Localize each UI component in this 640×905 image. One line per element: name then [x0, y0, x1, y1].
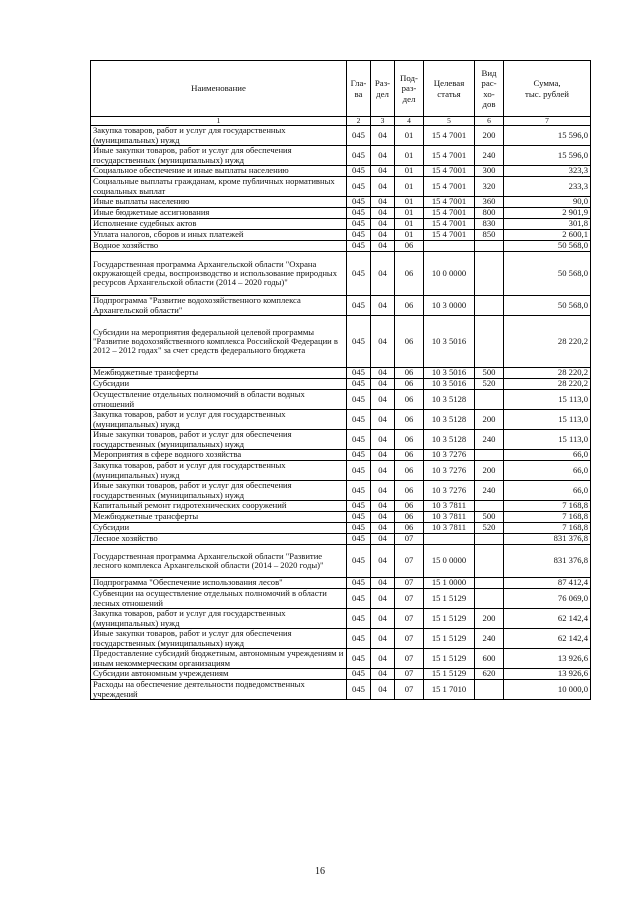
cell-podrazdel: 01: [395, 146, 424, 166]
cell-name: Закупка товаров, работ и услуг для государственных (муниципальных) нужд: [91, 609, 347, 629]
cell-podrazdel: 07: [395, 669, 424, 680]
cell-sum: 301,8: [504, 219, 591, 230]
cell-razdel: 04: [371, 545, 395, 578]
cell-sum: 28 220,2: [504, 368, 591, 379]
cell-glava: 045: [347, 669, 371, 680]
cell-razdel: 04: [371, 177, 395, 197]
cell-target: 15 1 5129: [424, 629, 475, 649]
cell-glava: 045: [347, 523, 371, 534]
cell-name: Субсидии автономным учреждениям: [91, 669, 347, 680]
table-row: [91, 219, 591, 230]
cell-target: 10 3 5128: [424, 410, 475, 430]
cell-target: 15 4 7001: [424, 177, 475, 197]
table-row: [91, 450, 591, 461]
table-row: [91, 578, 591, 589]
table-row: [91, 126, 591, 146]
cell-name: Государственная программа Архангельской области "Развитие лесного комплекса Архангельской области (2014 – 2020 годы)": [91, 545, 347, 578]
cell-glava: 045: [347, 368, 371, 379]
cell-sum: 323,3: [504, 166, 591, 177]
table-row: [91, 649, 591, 669]
cell-razdel: 04: [371, 126, 395, 146]
cell-razdel: 04: [371, 316, 395, 368]
cell-name: Лесное хозяйство: [91, 534, 347, 545]
cell-vid: 240: [475, 430, 504, 450]
table-row: [91, 589, 591, 609]
cell-razdel: 04: [371, 146, 395, 166]
cell-glava: 045: [347, 166, 371, 177]
cell-vid: [475, 589, 504, 609]
cell-vid: 240: [475, 146, 504, 166]
cell-name: Закупка товаров, работ и услуг для государственных (муниципальных) нужд: [91, 126, 347, 146]
cell-name: Социальное обеспечение и иные выплаты населению: [91, 166, 347, 177]
cell-target: 10 3 5128: [424, 390, 475, 410]
table-header-row: [91, 61, 591, 117]
cell-vid: 200: [475, 609, 504, 629]
cell-name: Уплата налогов, сборов и иных платежей: [91, 230, 347, 241]
cell-target: 10 3 7811: [424, 501, 475, 512]
budget-table: [90, 60, 591, 700]
cell-sum: 831 376,8: [504, 545, 591, 578]
cell-target: [424, 534, 475, 545]
cell-target: 10 0 0000: [424, 252, 475, 296]
cell-target: 15 4 7001: [424, 197, 475, 208]
header-razdel: Раз- дел: [371, 61, 395, 117]
table-row: [91, 368, 591, 379]
col-number: 3: [371, 117, 395, 126]
cell-vid: [475, 296, 504, 316]
header-glava: Гла- ва: [347, 61, 371, 117]
cell-name: Межбюджетные трансферты: [91, 368, 347, 379]
cell-sum: 66,0: [504, 461, 591, 481]
cell-vid: 520: [475, 379, 504, 390]
header-sum: Сумма, тыс. рублей: [504, 61, 591, 117]
cell-razdel: 04: [371, 481, 395, 501]
cell-vid: 830: [475, 219, 504, 230]
cell-vid: [475, 252, 504, 296]
cell-razdel: 04: [371, 230, 395, 241]
cell-razdel: 04: [371, 390, 395, 410]
cell-sum: 50 568,0: [504, 241, 591, 252]
cell-razdel: 04: [371, 534, 395, 545]
cell-sum: 28 220,2: [504, 316, 591, 368]
cell-razdel: 04: [371, 296, 395, 316]
cell-sum: 90,0: [504, 197, 591, 208]
cell-target: 10 3 7276: [424, 481, 475, 501]
cell-target: 15 1 5129: [424, 589, 475, 609]
cell-glava: 045: [347, 219, 371, 230]
table-row: [91, 501, 591, 512]
cell-sum: 10 000,0: [504, 680, 591, 700]
cell-razdel: 04: [371, 589, 395, 609]
cell-sum: 50 568,0: [504, 252, 591, 296]
header-name: Наименование: [91, 61, 347, 117]
cell-glava: 045: [347, 379, 371, 390]
cell-podrazdel: 06: [395, 252, 424, 296]
cell-podrazdel: 01: [395, 126, 424, 146]
cell-podrazdel: 01: [395, 166, 424, 177]
cell-name: Иные выплаты населению: [91, 197, 347, 208]
cell-vid: [475, 241, 504, 252]
header-podrazdel: Под- раз- дел: [395, 61, 424, 117]
cell-podrazdel: 06: [395, 461, 424, 481]
cell-target: 10 3 7276: [424, 461, 475, 481]
cell-vid: 200: [475, 461, 504, 481]
cell-name: Иные бюджетные ассигнования: [91, 208, 347, 219]
cell-name: Иные закупки товаров, работ и услуг для обеспечения государственных (муниципальных) нужд: [91, 481, 347, 501]
cell-razdel: 04: [371, 379, 395, 390]
table-row: [91, 523, 591, 534]
col-number: 4: [395, 117, 424, 126]
cell-glava: 045: [347, 649, 371, 669]
cell-podrazdel: 06: [395, 430, 424, 450]
header-target: Целевая статья: [424, 61, 475, 117]
col-number: 6: [475, 117, 504, 126]
col-number: 2: [347, 117, 371, 126]
table-row: [91, 609, 591, 629]
cell-podrazdel: 07: [395, 629, 424, 649]
cell-name: Иные закупки товаров, работ и услуг для обеспечения государственных (муниципальных) нужд: [91, 629, 347, 649]
cell-podrazdel: 07: [395, 609, 424, 629]
cell-podrazdel: 01: [395, 219, 424, 230]
cell-name: Осуществление отдельных полномочий в области водных отношений: [91, 390, 347, 410]
cell-razdel: 04: [371, 523, 395, 534]
table-row: [91, 680, 591, 700]
cell-razdel: 04: [371, 609, 395, 629]
cell-podrazdel: 01: [395, 197, 424, 208]
cell-target: 15 1 7010: [424, 680, 475, 700]
cell-razdel: 04: [371, 669, 395, 680]
cell-podrazdel: 06: [395, 512, 424, 523]
cell-razdel: 04: [371, 208, 395, 219]
cell-vid: [475, 545, 504, 578]
cell-razdel: 04: [371, 680, 395, 700]
document-page: [90, 60, 590, 700]
cell-razdel: 04: [371, 166, 395, 177]
cell-name: Субсидии: [91, 379, 347, 390]
table-row: [91, 177, 591, 197]
cell-podrazdel: 01: [395, 208, 424, 219]
cell-target: 10 3 5128: [424, 430, 475, 450]
col-number: 7: [504, 117, 591, 126]
cell-glava: 045: [347, 241, 371, 252]
cell-razdel: 04: [371, 368, 395, 379]
table-row: [91, 208, 591, 219]
cell-glava: 045: [347, 450, 371, 461]
cell-vid: 300: [475, 166, 504, 177]
cell-target: 15 4 7001: [424, 219, 475, 230]
cell-name: Иные закупки товаров, работ и услуг для обеспечения государственных (муниципальных) нужд: [91, 430, 347, 450]
table-row: [91, 430, 591, 450]
cell-sum: 13 926,6: [504, 649, 591, 669]
cell-vid: [475, 578, 504, 589]
cell-glava: 045: [347, 481, 371, 501]
cell-sum: 831 376,8: [504, 534, 591, 545]
cell-target: 15 1 0000: [424, 578, 475, 589]
table-row: [91, 197, 591, 208]
cell-glava: 045: [347, 501, 371, 512]
cell-glava: 045: [347, 252, 371, 296]
cell-glava: 045: [347, 534, 371, 545]
cell-vid: 800: [475, 208, 504, 219]
cell-vid: 240: [475, 629, 504, 649]
cell-name: Предоставление субсидий бюджетным, автономным учреждениям и иным некоммерческим организациям: [91, 649, 347, 669]
cell-vid: 320: [475, 177, 504, 197]
cell-glava: 045: [347, 512, 371, 523]
cell-glava: 045: [347, 296, 371, 316]
cell-sum: 15 596,0: [504, 146, 591, 166]
cell-name: Межбюджетные трансферты: [91, 512, 347, 523]
cell-target: 15 4 7001: [424, 146, 475, 166]
cell-target: 10 3 0000: [424, 296, 475, 316]
cell-razdel: 04: [371, 410, 395, 430]
cell-sum: 7 168,8: [504, 523, 591, 534]
cell-razdel: 04: [371, 197, 395, 208]
cell-podrazdel: 07: [395, 589, 424, 609]
cell-podrazdel: 01: [395, 177, 424, 197]
cell-podrazdel: 06: [395, 390, 424, 410]
cell-name: Закупка товаров, работ и услуг для государственных (муниципальных) нужд: [91, 461, 347, 481]
cell-glava: 045: [347, 680, 371, 700]
cell-name: Социальные выплаты гражданам, кроме публичных нормативных социальных выплат: [91, 177, 347, 197]
cell-vid: 200: [475, 410, 504, 430]
table-row: [91, 379, 591, 390]
table-row: [91, 481, 591, 501]
table-body: [91, 126, 591, 700]
cell-vid: 360: [475, 197, 504, 208]
cell-sum: 28 220,2: [504, 379, 591, 390]
cell-glava: 045: [347, 177, 371, 197]
cell-razdel: 04: [371, 578, 395, 589]
table-row: [91, 512, 591, 523]
cell-razdel: 04: [371, 649, 395, 669]
cell-sum: 62 142,4: [504, 629, 591, 649]
cell-podrazdel: 01: [395, 230, 424, 241]
cell-glava: 045: [347, 589, 371, 609]
cell-glava: 045: [347, 430, 371, 450]
cell-glava: 045: [347, 461, 371, 481]
cell-vid: 600: [475, 649, 504, 669]
cell-sum: 50 568,0: [504, 296, 591, 316]
cell-razdel: 04: [371, 430, 395, 450]
cell-target: 15 4 7001: [424, 230, 475, 241]
cell-vid: [475, 390, 504, 410]
cell-name: Закупка товаров, работ и услуг для государственных (муниципальных) нужд: [91, 410, 347, 430]
table-row: [91, 252, 591, 296]
cell-target: 15 1 5129: [424, 609, 475, 629]
cell-sum: 62 142,4: [504, 609, 591, 629]
cell-name: Субсидии на мероприятия федеральной целевой программы "Развитие водохозяйственного комплекса Российской Федерации в 2012 – 2012 годах" за счет средств федерального бюджета: [91, 316, 347, 368]
cell-target: 10 3 5016: [424, 368, 475, 379]
cell-glava: 045: [347, 410, 371, 430]
cell-sum: 66,0: [504, 481, 591, 501]
cell-target: 15 1 5129: [424, 649, 475, 669]
cell-name: Субсидии: [91, 523, 347, 534]
table-row: [91, 146, 591, 166]
table-row: [91, 545, 591, 578]
cell-glava: 045: [347, 545, 371, 578]
cell-vid: [475, 501, 504, 512]
cell-glava: 045: [347, 316, 371, 368]
cell-vid: 200: [475, 126, 504, 146]
cell-razdel: 04: [371, 241, 395, 252]
cell-podrazdel: 07: [395, 545, 424, 578]
col-number: 5: [424, 117, 475, 126]
cell-sum: 66,0: [504, 450, 591, 461]
cell-podrazdel: 06: [395, 368, 424, 379]
cell-name: Подпрограмма "Развитие водохозяйственного комплекса Архангельской области": [91, 296, 347, 316]
cell-vid: [475, 680, 504, 700]
cell-glava: 045: [347, 126, 371, 146]
cell-vid: 520: [475, 523, 504, 534]
cell-glava: 045: [347, 208, 371, 219]
cell-razdel: 04: [371, 450, 395, 461]
cell-podrazdel: 07: [395, 578, 424, 589]
cell-vid: 240: [475, 481, 504, 501]
cell-name: Капитальный ремонт гидротехнических сооружений: [91, 501, 347, 512]
cell-razdel: 04: [371, 512, 395, 523]
table-row: [91, 669, 591, 680]
cell-name: Государственная программа Архангельской области "Охрана окружающей среды, воспроизводство и использование природных ресурсов Архангельской области (2014 – 2020 годы)": [91, 252, 347, 296]
cell-vid: 500: [475, 512, 504, 523]
table-row: [91, 296, 591, 316]
cell-target: 10 3 5016: [424, 379, 475, 390]
cell-vid: 500: [475, 368, 504, 379]
cell-sum: 2 600,1: [504, 230, 591, 241]
cell-glava: 045: [347, 230, 371, 241]
cell-vid: 620: [475, 669, 504, 680]
cell-podrazdel: 06: [395, 241, 424, 252]
cell-glava: 045: [347, 629, 371, 649]
cell-glava: 045: [347, 146, 371, 166]
table-row: [91, 241, 591, 252]
cell-name: Иные закупки товаров, работ и услуг для обеспечения государственных (муниципальных) нужд: [91, 146, 347, 166]
col-number: 1: [91, 117, 347, 126]
cell-name: Подпрограмма "Обеспечение использования лесов": [91, 578, 347, 589]
cell-sum: 15 596,0: [504, 126, 591, 146]
cell-glava: 045: [347, 390, 371, 410]
cell-razdel: 04: [371, 461, 395, 481]
cell-podrazdel: 06: [395, 316, 424, 368]
cell-glava: 045: [347, 578, 371, 589]
cell-name: Субвенции на осуществление отдельных полномочий в области лесных отношений: [91, 589, 347, 609]
cell-razdel: 04: [371, 252, 395, 296]
cell-sum: 2 901,9: [504, 208, 591, 219]
cell-target: 15 4 7001: [424, 208, 475, 219]
table-row: [91, 316, 591, 368]
cell-target: 15 0 0000: [424, 545, 475, 578]
cell-target: 10 3 7276: [424, 450, 475, 461]
cell-podrazdel: 06: [395, 410, 424, 430]
column-number-row: [91, 117, 591, 126]
cell-podrazdel: 07: [395, 680, 424, 700]
cell-sum: 233,3: [504, 177, 591, 197]
cell-podrazdel: 06: [395, 450, 424, 461]
cell-vid: [475, 316, 504, 368]
cell-podrazdel: 06: [395, 523, 424, 534]
cell-podrazdel: 06: [395, 379, 424, 390]
cell-sum: 7 168,8: [504, 512, 591, 523]
cell-target: 10 3 5016: [424, 316, 475, 368]
cell-razdel: 04: [371, 219, 395, 230]
cell-sum: 15 113,0: [504, 390, 591, 410]
cell-podrazdel: 07: [395, 534, 424, 545]
cell-sum: 13 926,6: [504, 669, 591, 680]
cell-target: 15 4 7001: [424, 166, 475, 177]
header-vid: Вид рас- хо- дов: [475, 61, 504, 117]
cell-podrazdel: 07: [395, 649, 424, 669]
cell-podrazdel: 06: [395, 296, 424, 316]
page-number: 16: [315, 866, 325, 877]
cell-name: Мероприятия в сфере водного хозяйства: [91, 450, 347, 461]
cell-razdel: 04: [371, 501, 395, 512]
cell-target: 10 3 7811: [424, 512, 475, 523]
table-row: [91, 390, 591, 410]
cell-vid: [475, 450, 504, 461]
cell-target: [424, 241, 475, 252]
cell-target: 10 3 7811: [424, 523, 475, 534]
cell-glava: 045: [347, 609, 371, 629]
table-row: [91, 230, 591, 241]
cell-name: Исполнение судебных актов: [91, 219, 347, 230]
cell-name: Водное хозяйство: [91, 241, 347, 252]
table-row: [91, 534, 591, 545]
table-row: [91, 629, 591, 649]
cell-vid: 850: [475, 230, 504, 241]
table-row: [91, 166, 591, 177]
cell-razdel: 04: [371, 629, 395, 649]
cell-podrazdel: 06: [395, 481, 424, 501]
cell-target: 15 4 7001: [424, 126, 475, 146]
cell-vid: [475, 534, 504, 545]
cell-podrazdel: 06: [395, 501, 424, 512]
table-row: [91, 461, 591, 481]
cell-sum: 76 069,0: [504, 589, 591, 609]
table-row: [91, 410, 591, 430]
cell-sum: 87 412,4: [504, 578, 591, 589]
cell-glava: 045: [347, 197, 371, 208]
cell-sum: 15 113,0: [504, 430, 591, 450]
cell-target: 15 1 5129: [424, 669, 475, 680]
cell-sum: 7 168,8: [504, 501, 591, 512]
cell-name: Расходы на обеспечение деятельности подведомственных учреждений: [91, 680, 347, 700]
cell-sum: 15 113,0: [504, 410, 591, 430]
